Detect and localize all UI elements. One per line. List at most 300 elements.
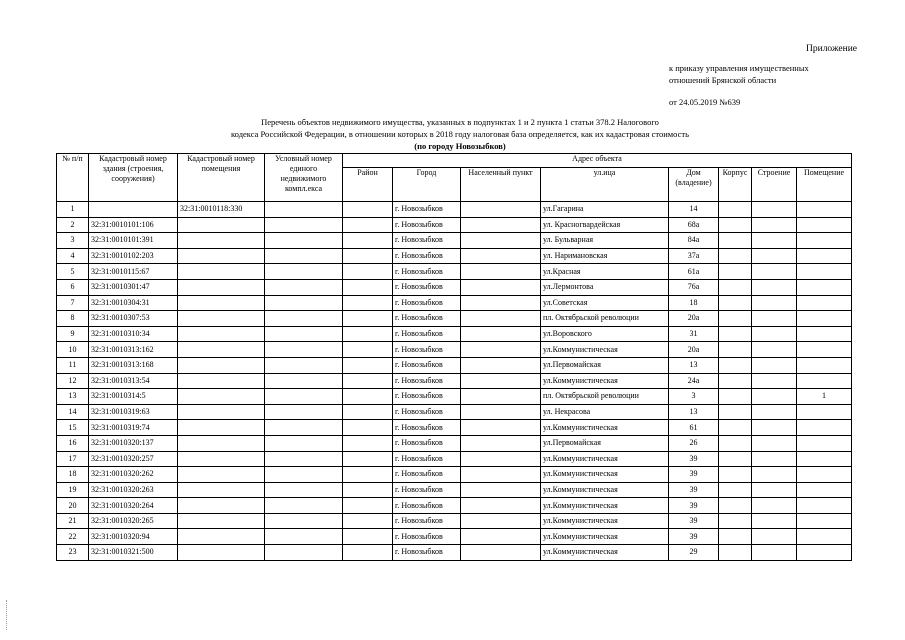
cell-complex-number: [265, 420, 343, 436]
cell-street: ул.Советская: [541, 295, 669, 311]
cell-street: ул.Коммунистическая: [541, 342, 669, 358]
cell-house: 14: [669, 202, 719, 218]
cell-building-cadastral: 32:31:0010320:262: [89, 467, 178, 483]
cell-district: [343, 404, 393, 420]
cell-settlement: [461, 545, 541, 561]
cell-city: г. Новозыбков: [393, 233, 461, 249]
cell-complex-number: [265, 342, 343, 358]
cell-room-cadastral: [178, 233, 265, 249]
cell-street: пл. Октябрьской революции: [541, 389, 669, 405]
cell-house: 76а: [669, 279, 719, 295]
cell-street: ул.Коммунистическая: [541, 482, 669, 498]
cell-structure: [752, 279, 797, 295]
cell-complex-number: [265, 233, 343, 249]
cell-building-cadastral: 32:31:0010320:263: [89, 482, 178, 498]
table-row: [57, 420, 852, 436]
cell-city: г. Новозыбков: [393, 264, 461, 280]
cell-settlement: [461, 467, 541, 483]
cell-complex-number: [265, 435, 343, 451]
cell-num: 6: [57, 279, 89, 295]
cell-block: [719, 467, 752, 483]
cell-building-cadastral: 32:31:0010304:31: [89, 295, 178, 311]
cell-premises: [797, 513, 852, 529]
cell-settlement: [461, 529, 541, 545]
objects-table: [56, 153, 852, 561]
cell-room-cadastral: [178, 404, 265, 420]
cell-complex-number: [265, 326, 343, 342]
cell-district: [343, 311, 393, 327]
cell-room-cadastral: [178, 248, 265, 264]
cell-settlement: [461, 326, 541, 342]
cell-district: [343, 217, 393, 233]
cell-street: ул.Коммунистическая: [541, 513, 669, 529]
cell-city: г. Новозыбков: [393, 217, 461, 233]
cell-city: г. Новозыбков: [393, 295, 461, 311]
cell-room-cadastral: [178, 451, 265, 467]
cell-premises: [797, 342, 852, 358]
table-row: [57, 233, 852, 249]
cell-building-cadastral: 32:31:0010321:500: [89, 545, 178, 561]
cell-building-cadastral: 32:31:0010314:5: [89, 389, 178, 405]
cell-building-cadastral: 32:31:0010320:257: [89, 451, 178, 467]
cell-city: г. Новозыбков: [393, 342, 461, 358]
header-building-cadastral: Кадастровый номер здания (строения, сооружения): [89, 154, 178, 202]
cell-district: [343, 482, 393, 498]
cell-street: ул.Гагарина: [541, 202, 669, 218]
cell-block: [719, 311, 752, 327]
cell-premises: [797, 545, 852, 561]
cell-city: г. Новозыбков: [393, 545, 461, 561]
cell-structure: [752, 217, 797, 233]
cell-house: 39: [669, 529, 719, 545]
cell-complex-number: [265, 513, 343, 529]
cell-block: [719, 217, 752, 233]
cell-district: [343, 373, 393, 389]
cell-city: г. Новозыбков: [393, 482, 461, 498]
cell-structure: [752, 482, 797, 498]
cell-complex-number: [265, 467, 343, 483]
table-row: [57, 482, 852, 498]
cell-structure: [752, 342, 797, 358]
cell-block: [719, 498, 752, 514]
cell-district: [343, 326, 393, 342]
table-row: [57, 513, 852, 529]
cell-street: ул.Лермонтова: [541, 279, 669, 295]
cell-block: [719, 357, 752, 373]
cell-block: [719, 404, 752, 420]
cell-num: 3: [57, 233, 89, 249]
cell-settlement: [461, 482, 541, 498]
cell-structure: [752, 311, 797, 327]
table-row: [57, 404, 852, 420]
cell-house: 84а: [669, 233, 719, 249]
cell-complex-number: [265, 451, 343, 467]
cell-settlement: [461, 248, 541, 264]
cell-num: 22: [57, 529, 89, 545]
cell-settlement: [461, 435, 541, 451]
cell-settlement: [461, 357, 541, 373]
cell-house: 29: [669, 545, 719, 561]
cell-complex-number: [265, 217, 343, 233]
cell-structure: [752, 529, 797, 545]
cell-district: [343, 435, 393, 451]
cell-house: 13: [669, 357, 719, 373]
order-line: отношений Брянской области: [669, 75, 777, 85]
cell-house: 20а: [669, 342, 719, 358]
cell-street: ул. Наримановская: [541, 248, 669, 264]
cell-district: [343, 420, 393, 436]
cell-num: 10: [57, 342, 89, 358]
cell-premises: [797, 451, 852, 467]
cell-premises: [797, 311, 852, 327]
cell-block: [719, 529, 752, 545]
cell-city: г. Новозыбков: [393, 435, 461, 451]
cell-structure: [752, 202, 797, 218]
header-district: Район: [343, 168, 393, 202]
cell-district: [343, 513, 393, 529]
table-row: [57, 311, 852, 327]
cell-city: г. Новозыбков: [393, 357, 461, 373]
cell-structure: [752, 326, 797, 342]
title-line: кодекса Российской Федерации, в отношении которых в 2018 году налоговая база определяется, как их кадастровая стоимость: [230, 129, 689, 139]
cell-premises: [797, 498, 852, 514]
cell-city: г. Новозыбков: [393, 311, 461, 327]
table-row: [57, 264, 852, 280]
table-row: [57, 529, 852, 545]
cell-block: [719, 545, 752, 561]
cell-settlement: [461, 389, 541, 405]
header-house: Дом (владение): [669, 168, 719, 202]
cell-house: 3: [669, 389, 719, 405]
table-row: [57, 389, 852, 405]
cell-building-cadastral: 32:31:0010102:203: [89, 248, 178, 264]
header-settlement: Населенный пункт: [461, 168, 541, 202]
cell-premises: [797, 279, 852, 295]
header-address-group: Адрес объекта: [343, 154, 852, 168]
cell-room-cadastral: [178, 373, 265, 389]
cell-structure: [752, 545, 797, 561]
document-title: [100, 116, 820, 152]
cell-street: ул.Первомайская: [541, 357, 669, 373]
cell-street: пл. Октябрьской революции: [541, 311, 669, 327]
cell-house: 20а: [669, 311, 719, 327]
header-num: № п/п: [57, 154, 89, 202]
cell-city: г. Новозыбков: [393, 389, 461, 405]
cell-house: 39: [669, 467, 719, 483]
order-date: от 24.05.2019 №639: [669, 97, 741, 107]
cell-complex-number: [265, 529, 343, 545]
cell-street: ул.Коммунистическая: [541, 545, 669, 561]
cell-city: г. Новозыбков: [393, 451, 461, 467]
cell-building-cadastral: 32:31:0010313:54: [89, 373, 178, 389]
cell-num: 16: [57, 435, 89, 451]
table-row: [57, 498, 852, 514]
cell-premises: [797, 264, 852, 280]
cell-settlement: [461, 373, 541, 389]
cell-block: [719, 373, 752, 389]
cell-structure: [752, 435, 797, 451]
cell-street: ул.Коммунистическая: [541, 451, 669, 467]
cell-room-cadastral: [178, 357, 265, 373]
cell-room-cadastral: [178, 295, 265, 311]
cell-room-cadastral: [178, 482, 265, 498]
cell-city: г. Новозыбков: [393, 279, 461, 295]
table-row: [57, 342, 852, 358]
cell-street: ул.Коммунистическая: [541, 373, 669, 389]
cell-num: 13: [57, 389, 89, 405]
cell-num: 5: [57, 264, 89, 280]
cell-block: [719, 248, 752, 264]
cell-settlement: [461, 202, 541, 218]
cell-city: г. Новозыбков: [393, 498, 461, 514]
header-structure: Строение: [752, 168, 797, 202]
cell-structure: [752, 295, 797, 311]
title-city: (по городу Новозыбков): [414, 141, 506, 151]
cell-num: 1: [57, 202, 89, 218]
cell-num: 7: [57, 295, 89, 311]
header-room-cadastral: Кадастровый номер помещения: [178, 154, 265, 202]
cell-premises: [797, 373, 852, 389]
cell-premises: [797, 295, 852, 311]
cell-building-cadastral: 32:31:0010320:265: [89, 513, 178, 529]
cell-street: ул.Красная: [541, 264, 669, 280]
cell-room-cadastral: [178, 513, 265, 529]
cell-num: 17: [57, 451, 89, 467]
cell-structure: [752, 467, 797, 483]
cell-premises: [797, 435, 852, 451]
cell-block: [719, 342, 752, 358]
cell-street: ул. Бульварная: [541, 233, 669, 249]
cell-structure: [752, 389, 797, 405]
cell-building-cadastral: 32:31:0010319:63: [89, 404, 178, 420]
cell-room-cadastral: [178, 529, 265, 545]
cell-structure: [752, 404, 797, 420]
cell-house: 31: [669, 326, 719, 342]
cell-building-cadastral: 32:31:0010313:162: [89, 342, 178, 358]
cell-street: ул. Некрасова: [541, 404, 669, 420]
cell-premises: [797, 233, 852, 249]
cell-house: 18: [669, 295, 719, 311]
cell-premises: [797, 420, 852, 436]
cell-num: 9: [57, 326, 89, 342]
cell-house: 26: [669, 435, 719, 451]
cell-complex-number: [265, 357, 343, 373]
cell-num: 15: [57, 420, 89, 436]
cell-block: [719, 389, 752, 405]
table-row: [57, 451, 852, 467]
cell-street: ул.Коммунистическая: [541, 420, 669, 436]
cell-settlement: [461, 404, 541, 420]
cell-block: [719, 233, 752, 249]
cell-premises: [797, 467, 852, 483]
cell-city: г. Новозыбков: [393, 202, 461, 218]
cell-structure: [752, 498, 797, 514]
cell-complex-number: [265, 264, 343, 280]
cell-building-cadastral: 32:31:0010115:67: [89, 264, 178, 280]
cell-complex-number: [265, 498, 343, 514]
header-street: ул.ица: [541, 168, 669, 202]
cell-house: 24а: [669, 373, 719, 389]
cell-settlement: [461, 420, 541, 436]
cell-house: 37а: [669, 248, 719, 264]
cell-city: г. Новозыбков: [393, 467, 461, 483]
cell-settlement: [461, 295, 541, 311]
cell-city: г. Новозыбков: [393, 420, 461, 436]
cell-district: [343, 451, 393, 467]
cell-structure: [752, 513, 797, 529]
cell-house: 68а: [669, 217, 719, 233]
cell-num: 23: [57, 545, 89, 561]
cell-settlement: [461, 498, 541, 514]
cell-room-cadastral: [178, 342, 265, 358]
cell-complex-number: [265, 311, 343, 327]
cell-num: 2: [57, 217, 89, 233]
cell-complex-number: [265, 248, 343, 264]
cell-block: [719, 482, 752, 498]
cell-num: 11: [57, 357, 89, 373]
cell-building-cadastral: 32:31:0010307:53: [89, 311, 178, 327]
cell-building-cadastral: 32:31:0010319:74: [89, 420, 178, 436]
cell-settlement: [461, 451, 541, 467]
cell-premises: [797, 248, 852, 264]
cell-premises: [797, 202, 852, 218]
cell-room-cadastral: [178, 217, 265, 233]
cell-district: [343, 279, 393, 295]
cell-house: 39: [669, 498, 719, 514]
cell-structure: [752, 233, 797, 249]
cell-settlement: [461, 233, 541, 249]
cell-city: г. Новозыбков: [393, 373, 461, 389]
cell-district: [343, 467, 393, 483]
cell-structure: [752, 451, 797, 467]
cell-room-cadastral: [178, 279, 265, 295]
cell-settlement: [461, 217, 541, 233]
cell-district: [343, 529, 393, 545]
cell-block: [719, 435, 752, 451]
cell-district: [343, 202, 393, 218]
scan-edge-marks: [6, 600, 9, 630]
cell-premises: [797, 326, 852, 342]
cell-room-cadastral: 32:31:0010118:330: [178, 202, 265, 218]
cell-structure: [752, 373, 797, 389]
cell-complex-number: [265, 202, 343, 218]
table-row: [57, 295, 852, 311]
cell-building-cadastral: 32:31:0010320:137: [89, 435, 178, 451]
table-row: [57, 279, 852, 295]
cell-room-cadastral: [178, 420, 265, 436]
cell-complex-number: [265, 545, 343, 561]
cell-city: г. Новозыбков: [393, 326, 461, 342]
order-line: к приказу управления имущественных: [669, 63, 809, 73]
cell-structure: [752, 357, 797, 373]
cell-district: [343, 248, 393, 264]
cell-block: [719, 202, 752, 218]
cell-street: ул.Коммунистическая: [541, 467, 669, 483]
header-premises: Помещение: [797, 168, 852, 202]
cell-building-cadastral: [89, 202, 178, 218]
cell-district: [343, 233, 393, 249]
cell-block: [719, 264, 752, 280]
cell-building-cadastral: 32:31:0010101:106: [89, 217, 178, 233]
cell-complex-number: [265, 295, 343, 311]
cell-settlement: [461, 311, 541, 327]
header-city: Город: [393, 168, 461, 202]
cell-num: 21: [57, 513, 89, 529]
cell-room-cadastral: [178, 545, 265, 561]
cell-premises: [797, 404, 852, 420]
cell-settlement: [461, 513, 541, 529]
order-reference: [669, 62, 809, 86]
cell-house: 39: [669, 451, 719, 467]
cell-premises: [797, 357, 852, 373]
cell-room-cadastral: [178, 467, 265, 483]
cell-room-cadastral: [178, 326, 265, 342]
cell-settlement: [461, 279, 541, 295]
table-row: [57, 357, 852, 373]
table-row: [57, 545, 852, 561]
cell-street: ул.Коммунистическая: [541, 529, 669, 545]
cell-room-cadastral: [178, 498, 265, 514]
cell-structure: [752, 248, 797, 264]
cell-building-cadastral: 32:31:0010320:264: [89, 498, 178, 514]
cell-district: [343, 295, 393, 311]
cell-room-cadastral: [178, 389, 265, 405]
cell-num: 8: [57, 311, 89, 327]
table-row: [57, 373, 852, 389]
cell-district: [343, 264, 393, 280]
cell-street: ул.Первомайская: [541, 435, 669, 451]
cell-settlement: [461, 264, 541, 280]
cell-street: ул. Красногвардейская: [541, 217, 669, 233]
table-row: [57, 435, 852, 451]
table-row: [57, 217, 852, 233]
cell-num: 12: [57, 373, 89, 389]
cell-city: г. Новозыбков: [393, 513, 461, 529]
cell-house: 61а: [669, 264, 719, 280]
cell-building-cadastral: 32:31:0010310:34: [89, 326, 178, 342]
cell-complex-number: [265, 373, 343, 389]
table-row: [57, 326, 852, 342]
cell-house: 61: [669, 420, 719, 436]
cell-street: ул.Воровского: [541, 326, 669, 342]
cell-structure: [752, 420, 797, 436]
cell-district: [343, 357, 393, 373]
cell-block: [719, 279, 752, 295]
cell-structure: [752, 264, 797, 280]
cell-complex-number: [265, 389, 343, 405]
attachment-label: Приложение: [806, 44, 857, 54]
cell-settlement: [461, 342, 541, 358]
cell-premises: [797, 217, 852, 233]
cell-complex-number: [265, 482, 343, 498]
cell-building-cadastral: 32:31:0010301:47: [89, 279, 178, 295]
cell-block: [719, 420, 752, 436]
cell-num: 18: [57, 467, 89, 483]
cell-house: 39: [669, 482, 719, 498]
cell-city: г. Новозыбков: [393, 404, 461, 420]
cell-block: [719, 326, 752, 342]
cell-city: г. Новозыбков: [393, 529, 461, 545]
cell-district: [343, 342, 393, 358]
cell-house: 13: [669, 404, 719, 420]
cell-building-cadastral: 32:31:0010313:168: [89, 357, 178, 373]
cell-room-cadastral: [178, 435, 265, 451]
cell-block: [719, 451, 752, 467]
cell-num: 14: [57, 404, 89, 420]
cell-city: г. Новозыбков: [393, 248, 461, 264]
cell-complex-number: [265, 279, 343, 295]
table-row: [57, 248, 852, 264]
